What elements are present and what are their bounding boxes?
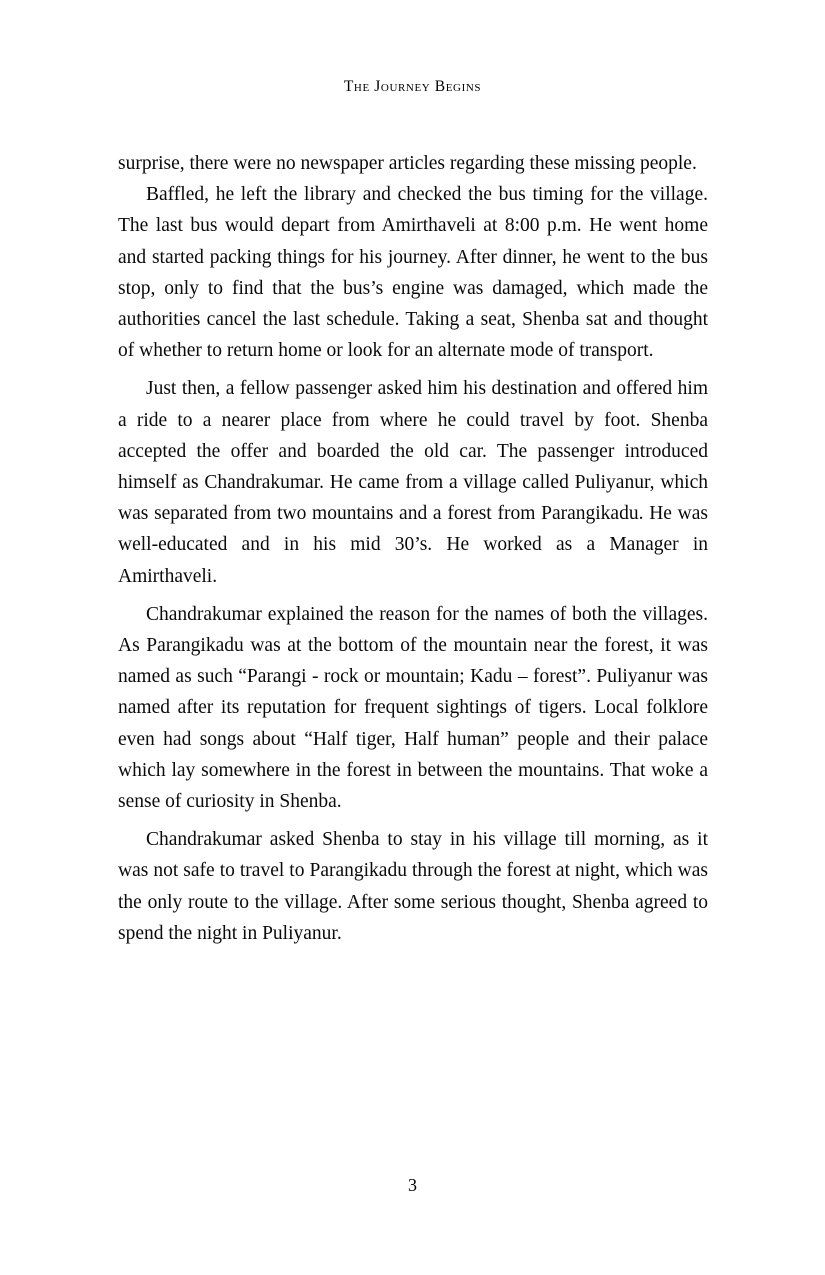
page-number: 3 xyxy=(408,1175,417,1195)
body-text-block xyxy=(118,148,708,949)
paragraph: Baffled, he left the library and checked the bus timing for the village. The last bus would depart from Amirthaveli at 8:00 p.m. He went home and started packing things for his journey. After dinner, he went to the bus stop, only to find that the bus’s engine was damaged, which made the authorities cancel the last schedule. Taking a seat, Shenba sat and thought of whether to return home or look for an alternate mode of transport. xyxy=(118,184,708,362)
paragraph: Chandrakumar asked Shenba to stay in his village till morning, as it was not safe to travel to Parangikadu through the forest at night, which was the only route to the village. After some serious thought, Shenba agreed to spend the night in Puliyanur. xyxy=(118,829,708,944)
paragraph: surprise, there were no newspaper articles regarding these missing people. xyxy=(118,153,697,174)
paragraph: Just then, a fellow passenger asked him his destination and offered him a ride to a nearer place from where he could travel by foot. Shenba accepted the offer and boarded the old car. The passenger introduced himself as Chandrakumar. He came from a village called Puliyanur, which was separated from two mountains and a forest from Parangikadu. He was well-educated and in his mid 30’s. He worked as a Manager in Amirthaveli. xyxy=(118,378,708,587)
paragraph: Chandrakumar explained the reason for the names of both the villages. As Parangikadu was at the bottom of the mountain near the forest, it was named as such “Parangi - rock or mountain; Kadu – forest”. Puliyanur was named after its reputation for frequent sightings of tigers. Local folklore even had songs about “Half tiger, Half human” people and their palace which lay somewhere in the forest in between the mountains. That woke a sense of curiosity in Shenba. xyxy=(118,603,708,813)
running-head: The Journey Begins xyxy=(343,78,482,95)
